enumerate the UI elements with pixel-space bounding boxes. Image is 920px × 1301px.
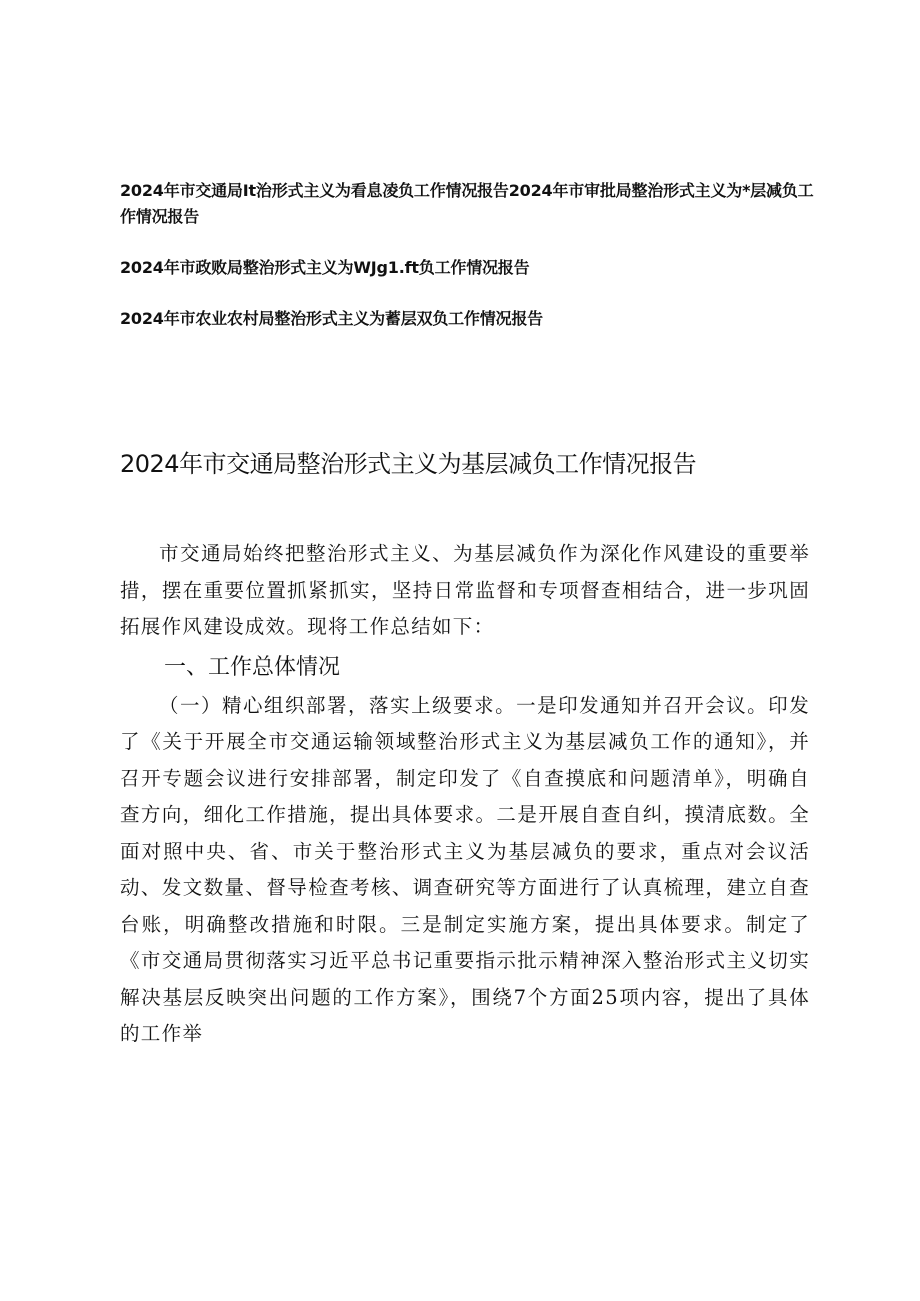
toc-item-2: 2024年市政败局整治形式主义为WJg1.ft负工作情况报告	[120, 258, 530, 277]
table-of-contents	[120, 178, 820, 357]
section-1-heading: 一、工作总体情况	[164, 654, 341, 680]
section-1-paragraph-1: （一）精心组织部署，落实上级要求。一是印发通知并召开会议。印发了《关于开展全市交通运输领域整治形式主义为基层减负工作的通知》，并召开专题会议进行安排部署，制定印发了《自查摸底和问题清单》，明确自查方向，细化工作措施，提出具体要求。二是开展自查自纠，摸清底数。全面对照中央、省、市关于整治形式主义为基层减负的要求，重点对会议活动、发文数量、督导检查考核、调查研究等方面进行了认真梳理，建立自查台账，明确整改措施和时限。三是制定实施方案，提出具体要求。制定了《市交通局贯彻落实习近平总书记重要指示批示精神深入整治形式主义切实解决基层反映突出问题的工作方案》，围绕7个方面25项内容，提出了具体的工作举	[120, 693, 810, 1045]
toc-item-1: 2024年市交通局It治形式主义为看息凌负工作情况报告2024年市审批局整治形式主义为*层减负工作情况报告	[120, 181, 814, 226]
document-title: 2024年市交通局整治形式主义为基层减负工作情况报告	[120, 450, 697, 478]
toc-item-3: 2024年市农业农村局整治形式主义为蓄层双负工作情况报告	[120, 309, 543, 328]
document-body	[120, 536, 810, 1053]
intro-paragraph: 市交通局始终把整治形式主义、为基层减负作为深化作风建设的重要举措，摆在重要位置抓紧抓实，坚持日常监督和专项督查相结合，进一步巩固拓展作风建设成效。现将工作总结如下：	[120, 542, 810, 638]
